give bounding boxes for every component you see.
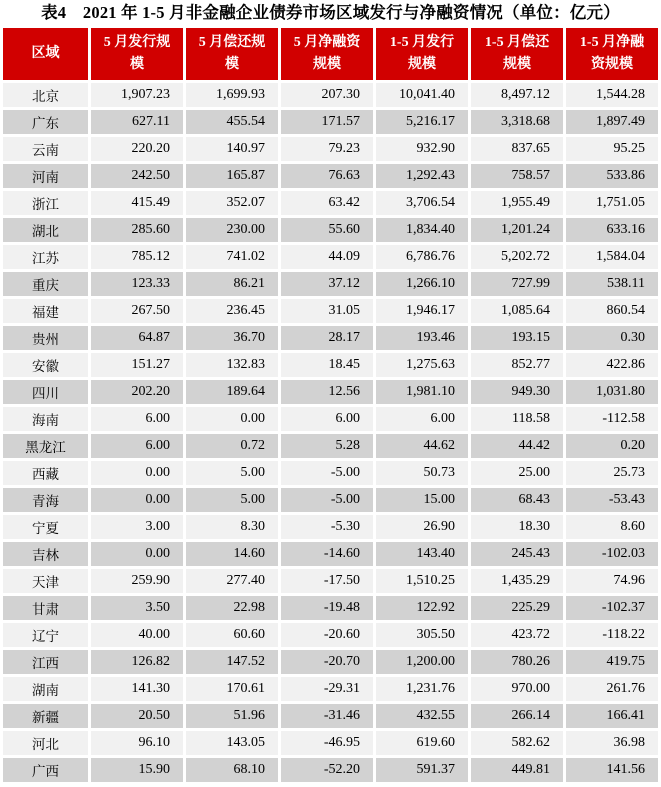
value-cell: 76.63 <box>281 164 373 188</box>
region-cell: 贵州 <box>3 326 88 350</box>
value-cell: 140.97 <box>186 137 278 161</box>
header-ytd-net-financing: 1-5 月净融资规模 <box>566 28 658 80</box>
value-cell: 6.00 <box>91 434 183 458</box>
value-cell: 538.11 <box>566 272 658 296</box>
value-cell: 455.54 <box>186 110 278 134</box>
value-cell: -5.30 <box>281 515 373 539</box>
value-cell: 12.56 <box>281 380 373 404</box>
value-cell: 6,786.76 <box>376 245 468 269</box>
value-cell: 852.77 <box>471 353 563 377</box>
value-cell: 171.57 <box>281 110 373 134</box>
value-cell: 422.86 <box>566 353 658 377</box>
table-row <box>3 569 658 593</box>
table-row <box>3 353 658 377</box>
value-cell: 627.11 <box>91 110 183 134</box>
value-cell: 1,435.29 <box>471 569 563 593</box>
value-cell: 1,201.24 <box>471 218 563 242</box>
value-cell: 64.87 <box>91 326 183 350</box>
value-cell: -118.22 <box>566 623 658 647</box>
value-cell: 1,292.43 <box>376 164 468 188</box>
value-cell: 741.02 <box>186 245 278 269</box>
value-cell: 5,202.72 <box>471 245 563 269</box>
value-cell: 86.21 <box>186 272 278 296</box>
region-cell: 河北 <box>3 731 88 755</box>
value-cell: 36.70 <box>186 326 278 350</box>
value-cell: -17.50 <box>281 569 373 593</box>
table-row <box>3 110 658 134</box>
value-cell: 1,897.49 <box>566 110 658 134</box>
value-cell: 166.41 <box>566 704 658 728</box>
value-cell: 5.28 <box>281 434 373 458</box>
value-cell: 6.00 <box>281 407 373 431</box>
value-cell: -29.31 <box>281 677 373 701</box>
table-row <box>3 434 658 458</box>
table-row <box>3 704 658 728</box>
value-cell: 132.83 <box>186 353 278 377</box>
value-cell: 267.50 <box>91 299 183 323</box>
table-row <box>3 515 658 539</box>
table-row <box>3 137 658 161</box>
value-cell: 0.00 <box>91 488 183 512</box>
table-row <box>3 272 658 296</box>
value-cell: 44.42 <box>471 434 563 458</box>
value-cell: 582.62 <box>471 731 563 755</box>
value-cell: 15.00 <box>376 488 468 512</box>
table-row <box>3 596 658 620</box>
value-cell: 193.15 <box>471 326 563 350</box>
value-cell: 1,946.17 <box>376 299 468 323</box>
value-cell: 60.60 <box>186 623 278 647</box>
table-body <box>3 83 658 782</box>
value-cell: 230.00 <box>186 218 278 242</box>
value-cell: 147.52 <box>186 650 278 674</box>
value-cell: -20.70 <box>281 650 373 674</box>
header-ytd-repayment: 1-5 月偿还规模 <box>471 28 563 80</box>
value-cell: 1,699.93 <box>186 83 278 107</box>
value-cell: 277.40 <box>186 569 278 593</box>
value-cell: 1,266.10 <box>376 272 468 296</box>
value-cell: 266.14 <box>471 704 563 728</box>
value-cell: 3,318.68 <box>471 110 563 134</box>
value-cell: 95.25 <box>566 137 658 161</box>
value-cell: 5,216.17 <box>376 110 468 134</box>
value-cell: 28.17 <box>281 326 373 350</box>
value-cell: 68.43 <box>471 488 563 512</box>
table-row <box>3 245 658 269</box>
value-cell: 165.87 <box>186 164 278 188</box>
value-cell: -5.00 <box>281 488 373 512</box>
value-cell: 1,231.76 <box>376 677 468 701</box>
value-cell: 18.30 <box>471 515 563 539</box>
value-cell: 189.64 <box>186 380 278 404</box>
value-cell: 55.60 <box>281 218 373 242</box>
value-cell: 0.00 <box>186 407 278 431</box>
value-cell: 242.50 <box>91 164 183 188</box>
region-cell: 天津 <box>3 569 88 593</box>
region-cell: 湖北 <box>3 218 88 242</box>
value-cell: 44.09 <box>281 245 373 269</box>
value-cell: 14.60 <box>186 542 278 566</box>
value-cell: 261.76 <box>566 677 658 701</box>
value-cell: 415.49 <box>91 191 183 215</box>
value-cell: 68.10 <box>186 758 278 782</box>
value-cell: 1,834.40 <box>376 218 468 242</box>
value-cell: 143.40 <box>376 542 468 566</box>
value-cell: 860.54 <box>566 299 658 323</box>
table-row <box>3 650 658 674</box>
table-row <box>3 407 658 431</box>
table-row <box>3 218 658 242</box>
value-cell: 96.10 <box>91 731 183 755</box>
value-cell: 236.45 <box>186 299 278 323</box>
value-cell: 423.72 <box>471 623 563 647</box>
header-ytd-issuance: 1-5 月发行规模 <box>376 28 468 80</box>
value-cell: 932.90 <box>376 137 468 161</box>
value-cell: 5.00 <box>186 488 278 512</box>
value-cell: 949.30 <box>471 380 563 404</box>
region-cell: 广东 <box>3 110 88 134</box>
value-cell: -5.00 <box>281 461 373 485</box>
value-cell: 432.55 <box>376 704 468 728</box>
value-cell: 50.73 <box>376 461 468 485</box>
table-row <box>3 542 658 566</box>
value-cell: 0.00 <box>91 461 183 485</box>
value-cell: 758.57 <box>471 164 563 188</box>
value-cell: 126.82 <box>91 650 183 674</box>
region-cell: 四川 <box>3 380 88 404</box>
value-cell: 1,751.05 <box>566 191 658 215</box>
value-cell: 3,706.54 <box>376 191 468 215</box>
value-cell: 118.58 <box>471 407 563 431</box>
header-may-net-financing: 5 月净融资规模 <box>281 28 373 80</box>
value-cell: 1,907.23 <box>91 83 183 107</box>
value-cell: -52.20 <box>281 758 373 782</box>
region-cell: 黑龙江 <box>3 434 88 458</box>
region-cell: 重庆 <box>3 272 88 296</box>
region-cell: 西藏 <box>3 461 88 485</box>
value-cell: 633.16 <box>566 218 658 242</box>
value-cell: 352.07 <box>186 191 278 215</box>
value-cell: 141.30 <box>91 677 183 701</box>
value-cell: 10,041.40 <box>376 83 468 107</box>
table-row <box>3 677 658 701</box>
region-cell: 甘肃 <box>3 596 88 620</box>
value-cell: 25.00 <box>471 461 563 485</box>
value-cell: -19.48 <box>281 596 373 620</box>
value-cell: 15.90 <box>91 758 183 782</box>
region-cell: 宁夏 <box>3 515 88 539</box>
header-may-issuance: 5 月发行规模 <box>91 28 183 80</box>
value-cell: 1,544.28 <box>566 83 658 107</box>
value-cell: 44.62 <box>376 434 468 458</box>
region-cell: 湖南 <box>3 677 88 701</box>
region-cell: 江苏 <box>3 245 88 269</box>
value-cell: 220.20 <box>91 137 183 161</box>
value-cell: 141.56 <box>566 758 658 782</box>
value-cell: 1,085.64 <box>471 299 563 323</box>
value-cell: 40.00 <box>91 623 183 647</box>
header-may-repayment: 5 月偿还规模 <box>186 28 278 80</box>
value-cell: 22.98 <box>186 596 278 620</box>
value-cell: 51.96 <box>186 704 278 728</box>
value-cell: 1,955.49 <box>471 191 563 215</box>
table-row <box>3 164 658 188</box>
value-cell: 151.27 <box>91 353 183 377</box>
value-cell: 419.75 <box>566 650 658 674</box>
table-row <box>3 191 658 215</box>
value-cell: 837.65 <box>471 137 563 161</box>
value-cell: -14.60 <box>281 542 373 566</box>
value-cell: -53.43 <box>566 488 658 512</box>
value-cell: 245.43 <box>471 542 563 566</box>
value-cell: 0.20 <box>566 434 658 458</box>
region-cell: 浙江 <box>3 191 88 215</box>
value-cell: 74.96 <box>566 569 658 593</box>
region-cell: 云南 <box>3 137 88 161</box>
value-cell: 591.37 <box>376 758 468 782</box>
table-title: 表4 2021 年 1-5 月非金融企业债券市场区域发行与净融资情况（单位：亿元） <box>41 3 620 22</box>
value-cell: 20.50 <box>91 704 183 728</box>
value-cell: 305.50 <box>376 623 468 647</box>
value-cell: 3.00 <box>91 515 183 539</box>
value-cell: -102.03 <box>566 542 658 566</box>
table-row <box>3 488 658 512</box>
value-cell: -112.58 <box>566 407 658 431</box>
value-cell: 449.81 <box>471 758 563 782</box>
table-row <box>3 326 658 350</box>
value-cell: 123.33 <box>91 272 183 296</box>
value-cell: 727.99 <box>471 272 563 296</box>
region-cell: 辽宁 <box>3 623 88 647</box>
value-cell: 5.00 <box>186 461 278 485</box>
value-cell: 79.23 <box>281 137 373 161</box>
region-cell: 北京 <box>3 83 88 107</box>
value-cell: 533.86 <box>566 164 658 188</box>
table-row <box>3 623 658 647</box>
value-cell: 8.30 <box>186 515 278 539</box>
region-financing-table <box>0 25 661 785</box>
value-cell: 970.00 <box>471 677 563 701</box>
value-cell: 0.00 <box>91 542 183 566</box>
value-cell: 619.60 <box>376 731 468 755</box>
value-cell: 202.20 <box>91 380 183 404</box>
value-cell: 3.50 <box>91 596 183 620</box>
value-cell: 259.90 <box>91 569 183 593</box>
value-cell: 1,510.25 <box>376 569 468 593</box>
value-cell: 31.05 <box>281 299 373 323</box>
value-cell: 1,275.63 <box>376 353 468 377</box>
value-cell: -46.95 <box>281 731 373 755</box>
region-cell: 青海 <box>3 488 88 512</box>
value-cell: 8.60 <box>566 515 658 539</box>
value-cell: 1,200.00 <box>376 650 468 674</box>
value-cell: 285.60 <box>91 218 183 242</box>
value-cell: 1,031.80 <box>566 380 658 404</box>
value-cell: 18.45 <box>281 353 373 377</box>
region-cell: 吉林 <box>3 542 88 566</box>
value-cell: 143.05 <box>186 731 278 755</box>
region-cell: 安徽 <box>3 353 88 377</box>
value-cell: 785.12 <box>91 245 183 269</box>
table-row <box>3 299 658 323</box>
value-cell: 0.30 <box>566 326 658 350</box>
value-cell: 170.61 <box>186 677 278 701</box>
table-row <box>3 83 658 107</box>
value-cell: 36.98 <box>566 731 658 755</box>
table-row <box>3 758 658 782</box>
value-cell: 26.90 <box>376 515 468 539</box>
value-cell: 1,584.04 <box>566 245 658 269</box>
value-cell: -31.46 <box>281 704 373 728</box>
value-cell: 1,981.10 <box>376 380 468 404</box>
value-cell: 225.29 <box>471 596 563 620</box>
region-cell: 河南 <box>3 164 88 188</box>
value-cell: -102.37 <box>566 596 658 620</box>
region-cell: 新疆 <box>3 704 88 728</box>
table-row <box>3 461 658 485</box>
value-cell: 122.92 <box>376 596 468 620</box>
table-header <box>3 28 658 80</box>
value-cell: 8,497.12 <box>471 83 563 107</box>
region-cell: 海南 <box>3 407 88 431</box>
value-cell: 6.00 <box>91 407 183 431</box>
value-cell: 6.00 <box>376 407 468 431</box>
value-cell: 63.42 <box>281 191 373 215</box>
value-cell: 193.46 <box>376 326 468 350</box>
region-cell: 江西 <box>3 650 88 674</box>
value-cell: 25.73 <box>566 461 658 485</box>
value-cell: 780.26 <box>471 650 563 674</box>
table-row <box>3 380 658 404</box>
value-cell: -20.60 <box>281 623 373 647</box>
value-cell: 37.12 <box>281 272 373 296</box>
header-region: 区域 <box>3 28 88 80</box>
value-cell: 207.30 <box>281 83 373 107</box>
header-row <box>3 28 658 80</box>
value-cell: 0.72 <box>186 434 278 458</box>
region-cell: 广西 <box>3 758 88 782</box>
region-cell: 福建 <box>3 299 88 323</box>
table-row <box>3 731 658 755</box>
